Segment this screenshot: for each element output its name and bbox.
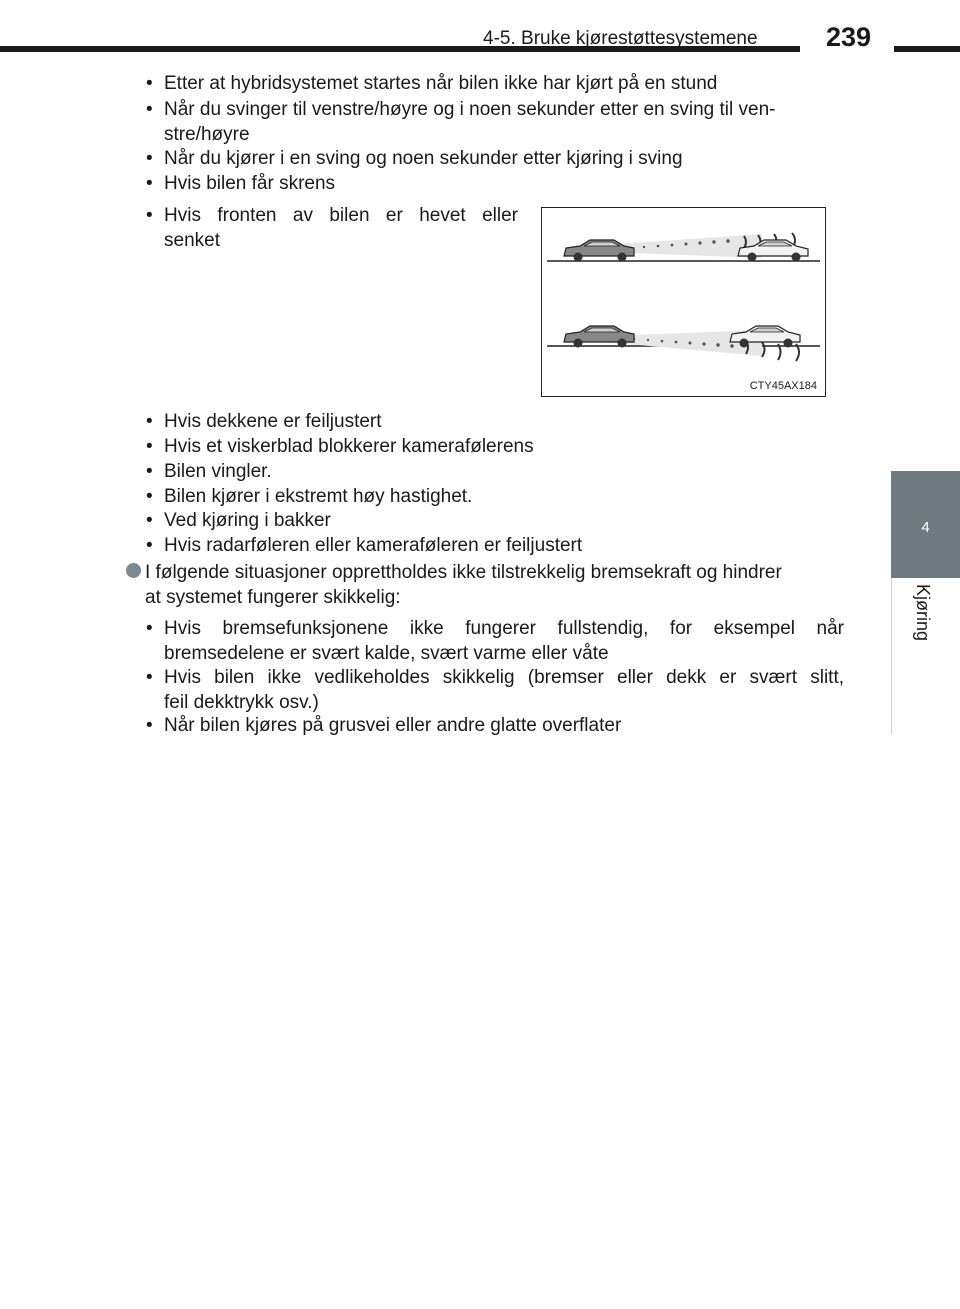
car-pitch-diagram — [542, 208, 825, 396]
list-item-text: Når du svinger til venstre/høyre og i noen sekunder etter en sving til ven- — [164, 99, 776, 120]
list-item-text: Hvis bilen ikke vedlikeholdes skikkelig (bremser eller dekk er svært slitt, — [164, 667, 844, 688]
bullet-dot: • — [146, 486, 153, 507]
list-item-text: Hvis bilen får skrens — [164, 173, 336, 194]
car-icon — [564, 326, 634, 348]
bullet-dot: • — [146, 205, 153, 226]
list-item-text: Etter at hybridsystemet startes når bilen ikke har kjørt på en stund — [164, 73, 718, 94]
chapter-number: 4 — [921, 519, 930, 536]
section-title: 4-5. Bruke kjørestøttesystemene — [483, 28, 758, 49]
bullet-dot: • — [146, 510, 153, 531]
list-item-text: Hvis radarføleren eller kameraføleren er feiljustert — [164, 535, 583, 556]
bullet-dot: • — [146, 618, 153, 639]
condition-text: I følgende situasjoner opprettholdes ikke tilstrekkelig bremsekraft og hindrer — [145, 562, 782, 583]
radar-camera-illustration — [541, 207, 826, 397]
bullet-dot: • — [146, 436, 153, 457]
list-item-continuation: senket — [164, 230, 220, 251]
bullet-dot: • — [146, 148, 153, 169]
list-item-text: Hvis et viskerblad blokkerer kamerafølerens — [164, 436, 534, 457]
chapter-tab[interactable] — [891, 471, 960, 578]
list-item-text: Ved kjøring i bakker — [164, 510, 331, 531]
page-number: 239 — [826, 22, 872, 52]
circle-bullet-icon — [126, 563, 141, 578]
list-item-continuation: feil dekktrykk osv.) — [164, 692, 319, 713]
bullet-dot: • — [146, 99, 153, 120]
bullet-dot: • — [146, 715, 153, 736]
condition-text-continuation: at systemet fungerer skikkelig: — [145, 587, 401, 608]
car-icon — [730, 326, 800, 348]
list-item-text: Når bilen kjøres på grusvei eller andre glatte overflater — [164, 715, 622, 736]
list-item-text: Når du kjører i en sving og noen sekunder etter kjøring i sving — [164, 148, 683, 169]
bullet-dot: • — [146, 461, 153, 482]
list-item-continuation: bremsedelene er svært kalde, svært varme eller våte — [164, 643, 609, 664]
bullet-dot: • — [146, 535, 153, 556]
figure-code: CTY45AX184 — [749, 380, 817, 392]
list-item-text: Hvis dekkene er feiljustert — [164, 411, 382, 432]
list-item-continuation: stre/høyre — [164, 124, 250, 145]
list-item-text: Hvis bremsefunksjonene ikke fungerer fullstendig, for eksempel når — [164, 618, 844, 639]
list-item-text: Bilen kjører i ekstremt høy hastighet. — [164, 486, 473, 507]
list-item-text: Hvis fronten av bilen er hevet eller — [164, 205, 518, 226]
car-icon — [564, 240, 634, 262]
bullet-dot: • — [146, 667, 153, 688]
bullet-dot: • — [146, 73, 153, 94]
bullet-dot: • — [146, 173, 153, 194]
list-item-text: Bilen vingler. — [164, 461, 272, 482]
chapter-label: Kjøring — [913, 584, 933, 642]
bullet-dot: • — [146, 411, 153, 432]
